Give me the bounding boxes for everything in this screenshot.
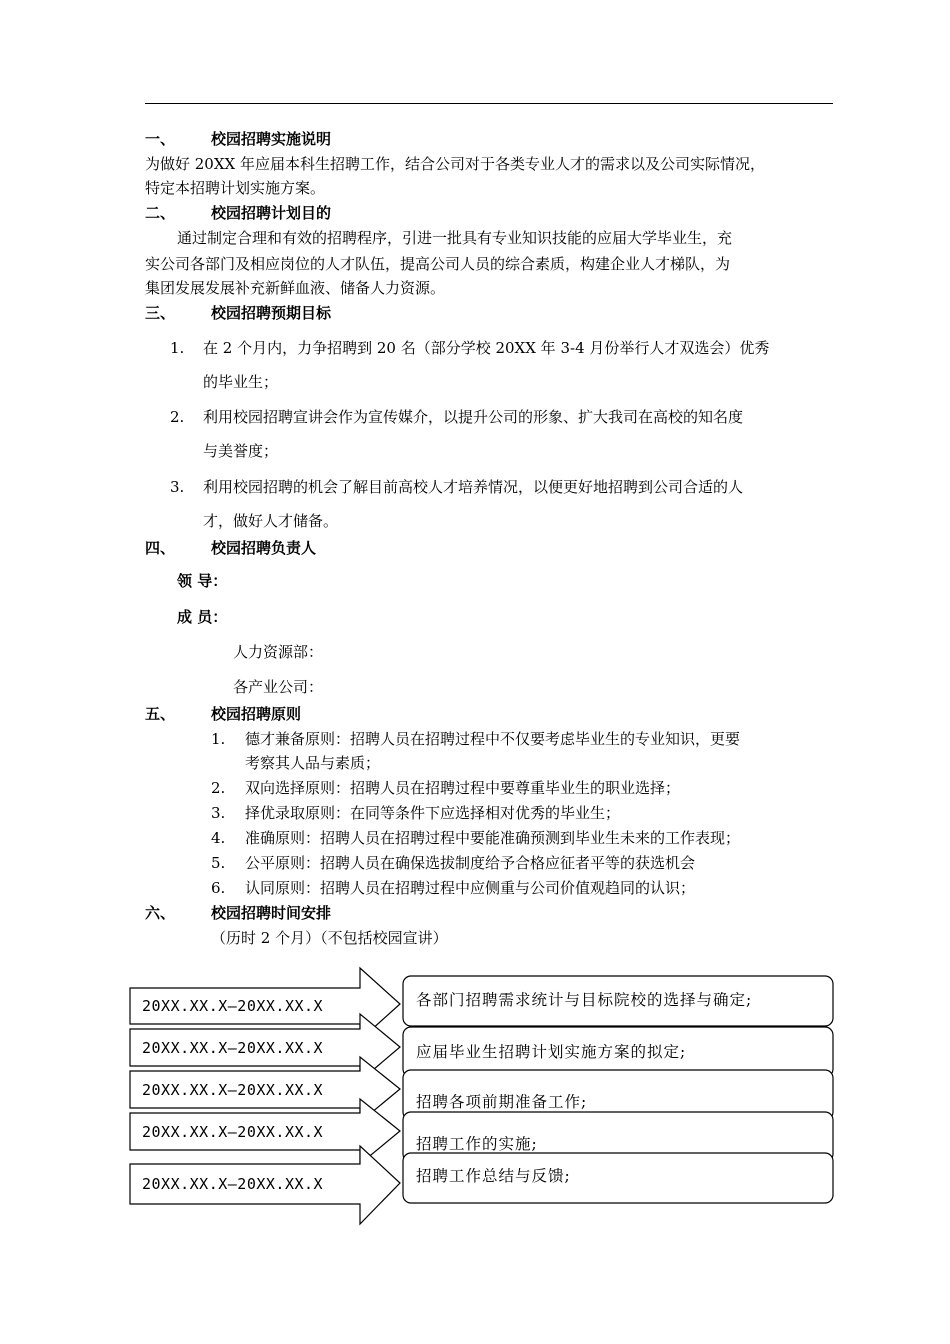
- section-3-number: 三、: [145, 304, 176, 322]
- principle-5-number: 5.: [211, 854, 226, 872]
- principle-3-text: 择优录取原则：在同等条件下应选择相对优秀的毕业生；: [245, 804, 621, 822]
- section-6-number: 六、: [145, 904, 176, 922]
- principle-6-text: 认同原则：招聘人员在招聘过程中应侧重与公司价值观趋同的认识；: [245, 879, 696, 897]
- principle-2-number: 2.: [211, 779, 226, 797]
- principle-5-text: 公平原则：招聘人员在确保选拔制度给予合格应征者平等的获选机会: [245, 854, 696, 872]
- goal-2-line-2: 与美誉度；: [203, 442, 279, 460]
- principle-1-line-2: 考察其人品与素质；: [245, 754, 381, 772]
- schedule-note: （历时 2 个月）（不包括校园宣讲）: [211, 929, 448, 947]
- section-5-number: 五、: [145, 705, 176, 723]
- principle-3-number: 3.: [211, 804, 226, 822]
- principle-1-number: 1.: [211, 730, 226, 748]
- timeline-date-3: 20XX.XX.X—20XX.XX.X: [142, 1081, 324, 1099]
- subsidiaries-label: 各产业公司：: [233, 678, 324, 696]
- goal-3-number: 3.: [170, 478, 185, 496]
- goal-1-line-1: 在 2 个月内，力争招聘到 20 名（部分学校 20XX 年 3-4 月份举行人才双选会）优秀: [203, 339, 770, 357]
- timeline-task-3: 招聘各项前期准备工作;: [416, 1093, 588, 1111]
- goal-1-line-2: 的毕业生；: [203, 373, 279, 391]
- section-6-title: 校园招聘时间安排: [211, 904, 332, 922]
- timeline-task-1: 各部门招聘需求统计与目标院校的选择与确定;: [416, 991, 753, 1009]
- section-1-number: 一、: [145, 130, 176, 148]
- section-3-title: 校园招聘预期目标: [211, 304, 332, 322]
- section-5-title: 校园招聘原则: [211, 705, 302, 723]
- principle-4-number: 4.: [211, 829, 226, 847]
- section-1-title: 校园招聘实施说明: [211, 130, 332, 148]
- timeline-date-5: 20XX.XX.X—20XX.XX.X: [142, 1175, 324, 1193]
- leader-label: 领 导：: [177, 572, 228, 590]
- purpose-line-2: 实公司各部门及相应岗位的人才队伍，提高公司人员的综合素质，构建企业人才梯队，为: [145, 255, 731, 273]
- timeline-date-2: 20XX.XX.X—20XX.XX.X: [142, 1039, 324, 1057]
- section-4-number: 四、: [145, 539, 176, 557]
- purpose-line-1: 通过制定合理和有效的招聘程序，引进一批具有专业知识技能的应届大学毕业生，充: [177, 229, 733, 247]
- hr-dept-label: 人力资源部：: [233, 643, 324, 661]
- purpose-line-3: 集团发展发展补充新鲜血液、储备人力资源。: [145, 279, 446, 297]
- members-label: 成 员：: [177, 608, 228, 626]
- section-4-title: 校园招聘负责人: [211, 539, 317, 557]
- section-2-number: 二、: [145, 204, 176, 222]
- goal-2-line-1: 利用校园招聘宣讲会作为宣传媒介，以提升公司的形象、扩大我司在高校的知名度: [203, 408, 744, 426]
- goal-3-line-1: 利用校园招聘的机会了解目前高校人才培养情况，以便更好地招聘到公司合适的人: [203, 478, 744, 496]
- principle-1-line-1: 德才兼备原则：招聘人员在招聘过程中不仅要考虑毕业生的专业知识，更要: [245, 730, 741, 748]
- goal-2-number: 2.: [170, 408, 185, 426]
- goal-1-number: 1.: [170, 339, 185, 357]
- intro-line-1: 为做好 20XX 年应届本科生招聘工作，结合公司对于各类专业人才的需求以及公司实际情况，: [145, 155, 765, 173]
- timeline-date-1: 20XX.XX.X—20XX.XX.X: [142, 997, 324, 1015]
- principle-6-number: 6.: [211, 879, 226, 897]
- goal-3-line-2: 才，做好人才储备。: [203, 512, 339, 530]
- intro-line-2: 特定本招聘计划实施方案。: [145, 179, 326, 197]
- section-2-title: 校园招聘计划目的: [211, 204, 332, 222]
- principle-4-text: 准确原则：招聘人员在招聘过程中要能准确预测到毕业生未来的工作表现；: [245, 829, 741, 847]
- timeline-task-4: 招聘工作的实施;: [416, 1135, 538, 1153]
- timeline-task-2: 应届毕业生招聘计划实施方案的拟定;: [416, 1043, 687, 1061]
- timeline-task-5: 招聘工作总结与反馈;: [416, 1167, 571, 1185]
- timeline-date-4: 20XX.XX.X—20XX.XX.X: [142, 1123, 324, 1141]
- principle-2-text: 双向选择原则：招聘人员在招聘过程中要尊重毕业生的职业选择；: [245, 779, 681, 797]
